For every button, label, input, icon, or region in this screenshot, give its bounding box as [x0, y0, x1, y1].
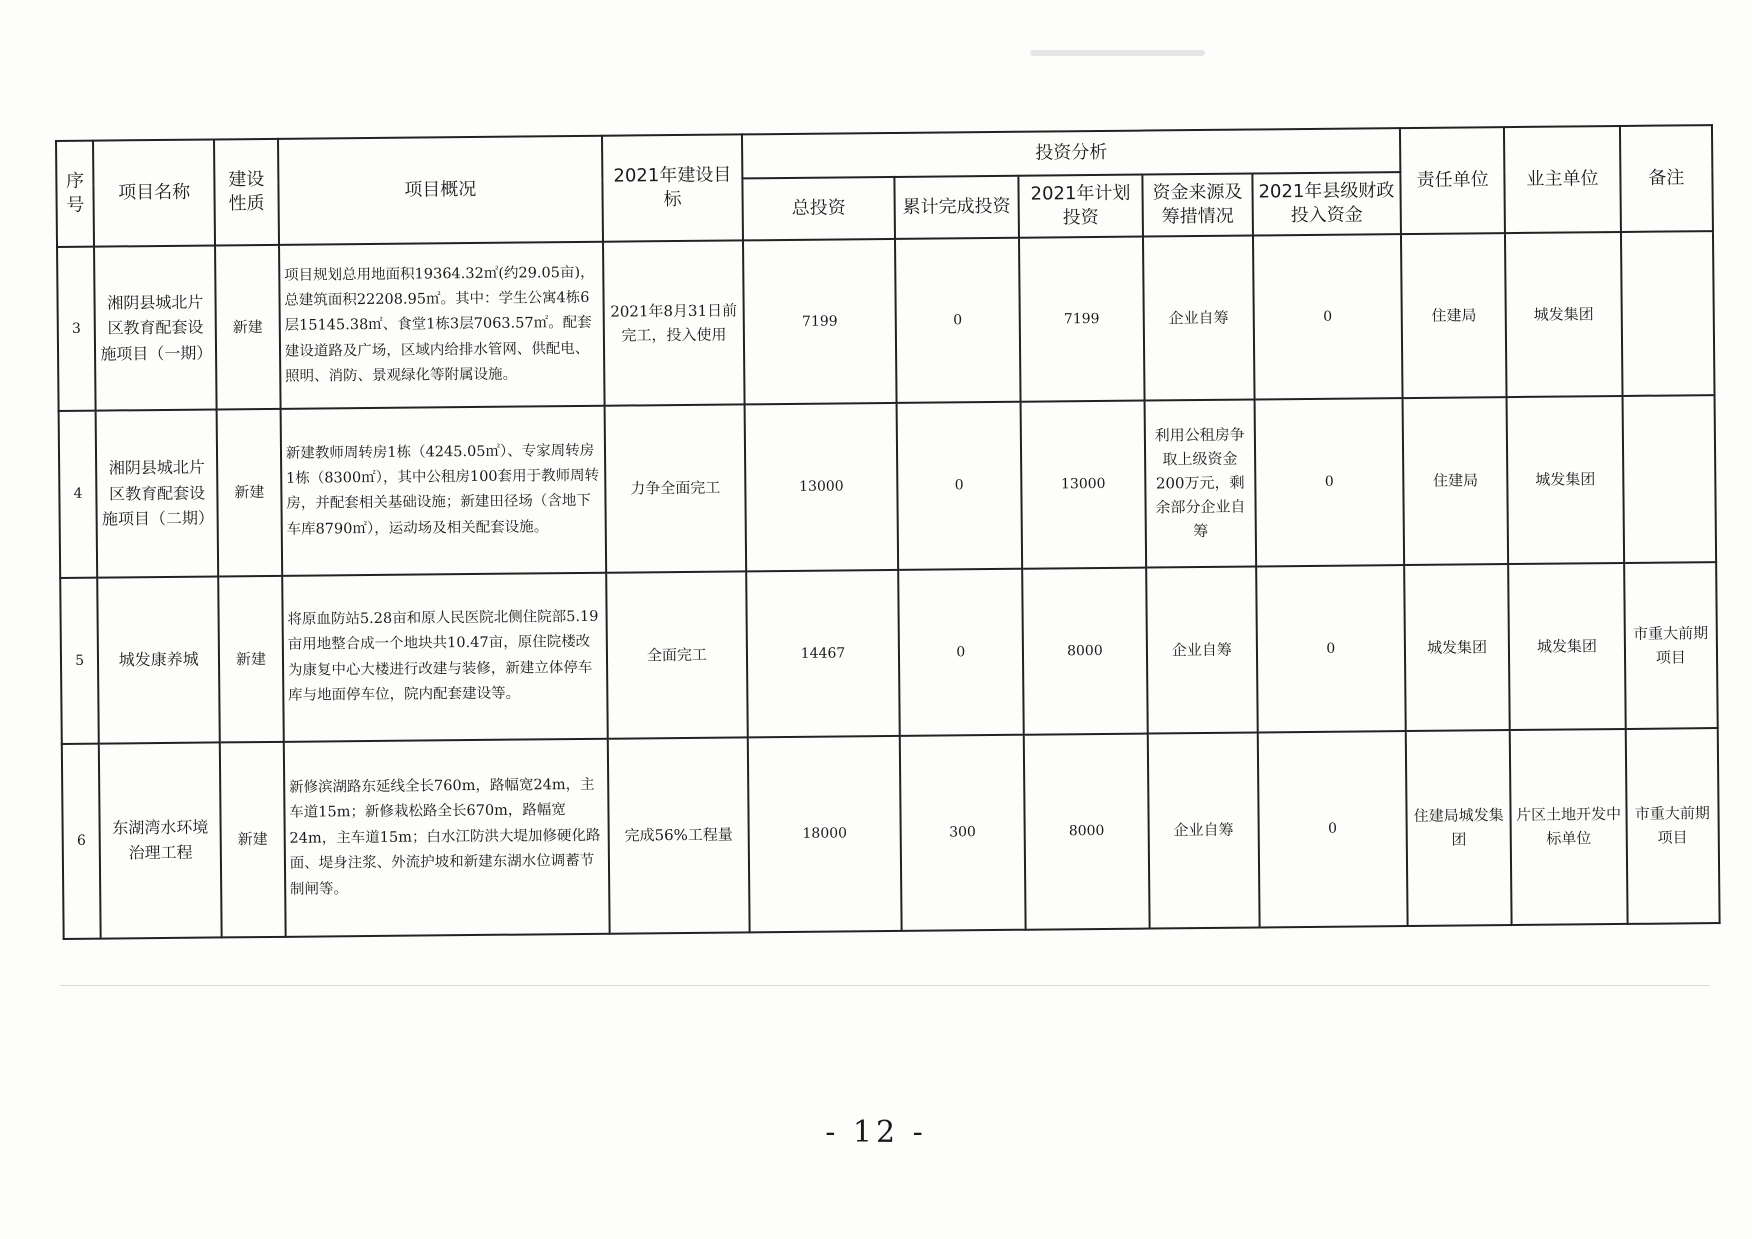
row-overview: 新建教师周转房1栋（4245.05㎡）、专家周转房1栋（8300㎡），其中公租房100套用于教师周转房，并配套相关基础设施；新建田径场（含地下车库8790㎡），运动场及相关配套设施。 — [280, 406, 606, 575]
header-total: 总投资 — [743, 177, 895, 240]
row-responsible: 城发集团 — [1404, 564, 1510, 731]
row-county-fiscal: 0 — [1258, 731, 1408, 928]
scan-artifact — [1030, 50, 1205, 56]
header-owner: 业主单位 — [1504, 126, 1620, 233]
header-cumulative: 累计完成投资 — [894, 176, 1019, 239]
row-target: 全面完工 — [606, 571, 748, 739]
table-row — [60, 562, 1718, 744]
row-name: 湘阴县城北片区教育配套设施项目（二期） — [96, 410, 218, 577]
row-nature: 新建 — [215, 245, 280, 410]
row-funding: 利用公租房争取上级资金200万元，剩余部分企业自筹 — [1145, 400, 1256, 567]
row-cumulative: 300 — [900, 735, 1026, 931]
row-nature: 新建 — [220, 742, 286, 938]
row-target: 2021年8月31日前完工，投入使用 — [603, 240, 745, 406]
row-county-fiscal: 0 — [1256, 565, 1406, 733]
header-name: 项目名称 — [93, 139, 215, 246]
row-cumulative: 0 — [896, 402, 1022, 569]
row-name: 湘阴县城北片区教育配套设施项目（一期） — [94, 245, 216, 410]
row-name: 城发康养城 — [98, 576, 220, 743]
row-overview: 将原血防站5.28亩和原人民医院北侧住院部5.19亩用地整合成一个地块共10.47亩，原住院楼改为康复中心大楼进行改建与装修，新建立体停车库与地面停车位，院内配套建设等。 — [282, 572, 608, 741]
row-county-fiscal: 0 — [1253, 234, 1403, 400]
row-remarks — [1622, 395, 1716, 562]
row-funding: 企业自筹 — [1148, 732, 1260, 928]
table-row — [62, 728, 1720, 939]
row-owner: 片区土地开发中标单位 — [1510, 729, 1627, 925]
row-responsible: 住建局 — [1403, 397, 1509, 564]
header-seq: 序号 — [56, 141, 94, 247]
header-plan2021: 2021年计划投资 — [1018, 175, 1143, 238]
header-remarks: 备注 — [1620, 125, 1713, 232]
header-target: 2021年建设目标 — [602, 134, 744, 241]
row-total: 18000 — [748, 736, 901, 933]
row-nature: 新建 — [218, 575, 283, 742]
row-remarks: 市重大前期项目 — [1624, 562, 1718, 729]
table-header-row — [56, 125, 1712, 185]
header-funding: 资金来源及筹措情况 — [1142, 174, 1252, 237]
row-remarks — [1621, 231, 1715, 396]
row-funding: 企业自筹 — [1146, 566, 1257, 733]
row-target: 力争全面完工 — [604, 405, 746, 573]
row-total: 13000 — [745, 403, 898, 571]
row-overview: 项目规划总用地面积19364.32㎡(约29.05亩)，总建筑面积22208.95㎡。其中：学生公寓4栋6层15145.38㎡、食堂1栋3层7063.57㎡。配套建设道路及广场，区域内给排水管网、供配电、照明、消防、景观绿化等附属设施。 — [279, 242, 604, 409]
table-row — [59, 395, 1717, 577]
header-invest-group: 投资分析 — [742, 128, 1400, 178]
row-seq: 6 — [62, 743, 101, 938]
bleed-through-rule — [60, 985, 1710, 986]
row-owner: 城发集团 — [1508, 563, 1625, 730]
row-responsible: 住建局城发集团 — [1406, 730, 1512, 926]
row-cumulative: 0 — [898, 568, 1024, 735]
row-overview: 新修滨湖路东延线全长760m，路幅宽24m，主车道15m；新修栽松路全长670m，路幅宽24m，主车道15m；白水江防洪大堤加修硬化路面、堤身注浆、外流护坡和新建东湖水位调蓄节制闸等。 — [284, 739, 610, 937]
table-row — [57, 231, 1715, 411]
row-plan2021: 13000 — [1020, 401, 1146, 568]
row-owner: 城发集团 — [1505, 232, 1622, 397]
row-remarks: 市重大前期项目 — [1625, 728, 1719, 924]
row-total: 14467 — [746, 570, 899, 738]
row-target: 完成56%工程量 — [608, 737, 750, 933]
row-nature: 新建 — [217, 409, 282, 576]
row-name: 东湖湾水环境治理工程 — [99, 742, 222, 938]
page-number: - 12 - — [825, 1115, 927, 1150]
row-owner: 城发集团 — [1507, 396, 1624, 563]
header-county-fiscal: 2021年县级财政投入资金 — [1252, 172, 1401, 235]
row-cumulative: 0 — [895, 238, 1021, 403]
row-seq: 5 — [60, 577, 99, 744]
header-nature: 建设性质 — [214, 139, 279, 246]
row-seq: 4 — [59, 411, 98, 578]
header-responsible: 责任单位 — [1400, 127, 1505, 234]
project-table — [55, 124, 1721, 940]
row-plan2021: 8000 — [1024, 733, 1150, 929]
row-plan2021: 8000 — [1022, 567, 1148, 734]
row-seq: 3 — [57, 247, 96, 412]
row-total: 7199 — [743, 239, 896, 405]
header-overview: 项目概况 — [278, 136, 603, 245]
row-funding: 企业自筹 — [1143, 236, 1254, 401]
row-responsible: 住建局 — [1401, 233, 1507, 398]
row-plan2021: 7199 — [1019, 237, 1145, 402]
row-county-fiscal: 0 — [1254, 398, 1404, 566]
